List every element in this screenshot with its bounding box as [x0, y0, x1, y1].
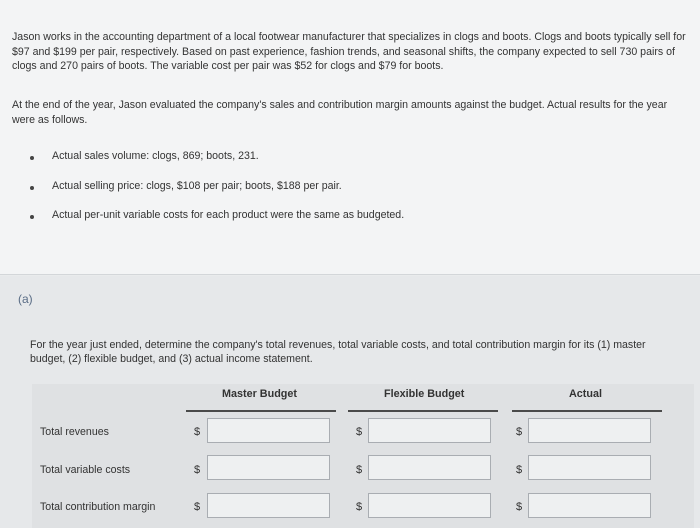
row-label-total-variable-costs: Total variable costs [40, 464, 131, 476]
column-header-actual: Actual [569, 388, 602, 400]
currency-symbol: $ [356, 464, 363, 476]
header-rule [512, 410, 662, 412]
master-total-variable-costs-input[interactable] [207, 455, 330, 480]
list-item: Actual sales volume: clogs, 869; boots, 231. [0, 150, 700, 166]
flexible-total-variable-costs-input[interactable] [368, 455, 491, 480]
currency-symbol: $ [194, 426, 201, 438]
actual-results-paragraph: At the end of the year, Jason evaluated the company's sales and contribution margin amounts against the budget. Actual results for the year were as follows. [12, 99, 668, 126]
actual-total-variable-costs-input[interactable] [528, 455, 651, 480]
master-total-contribution-margin-input[interactable] [207, 493, 330, 518]
currency-symbol: $ [194, 464, 201, 476]
bullet-icon [30, 156, 34, 160]
question-text: For the year just ended, determine the company's total revenues, total variable costs, and total contribution margin for its (1) master budget, (2) flexible budget, and (3) actual income statement. [30, 339, 646, 365]
answer-table [32, 384, 694, 528]
currency-symbol: $ [356, 501, 363, 513]
list-item: Actual selling price: clogs, $108 per pair; boots, $188 per pair. [0, 180, 700, 196]
header-rule [348, 410, 498, 412]
currency-symbol: $ [516, 464, 523, 476]
bullet-icon [30, 215, 34, 219]
part-a-section [0, 276, 700, 528]
bullet-icon [30, 186, 34, 190]
actual-total-revenues-input[interactable] [528, 418, 651, 443]
column-header-master-budget: Master Budget [222, 388, 297, 400]
list-item: Actual per-unit variable costs for each product were the same as budgeted. [0, 209, 700, 225]
flexible-total-contribution-margin-input[interactable] [368, 493, 491, 518]
column-header-flexible-budget: Flexible Budget [384, 388, 465, 400]
actual-total-contribution-margin-input[interactable] [528, 493, 651, 518]
row-label-total-revenues: Total revenues [40, 426, 109, 438]
row-label-total-contribution-margin: Total contribution margin [40, 501, 156, 513]
master-total-revenues-input[interactable] [207, 418, 330, 443]
currency-symbol: $ [194, 501, 201, 513]
currency-symbol: $ [516, 501, 523, 513]
currency-symbol: $ [516, 426, 523, 438]
header-rule [186, 410, 336, 412]
intro-paragraph: Jason works in the accounting department of a local footwear manufacturer that specializes in clogs and boots. Clogs and boots typically sell for $97 and $199 per pair, respectively. Based on past experience, fashion trends, and seasonal shifts, the company expected to sell 730 pairs of clogs and 270 pairs of boots. The variable cost per pair was $52 for clogs and $79 for boots. [12, 31, 686, 72]
part-label: (a) [18, 292, 33, 306]
currency-symbol: $ [356, 426, 363, 438]
flexible-total-revenues-input[interactable] [368, 418, 491, 443]
